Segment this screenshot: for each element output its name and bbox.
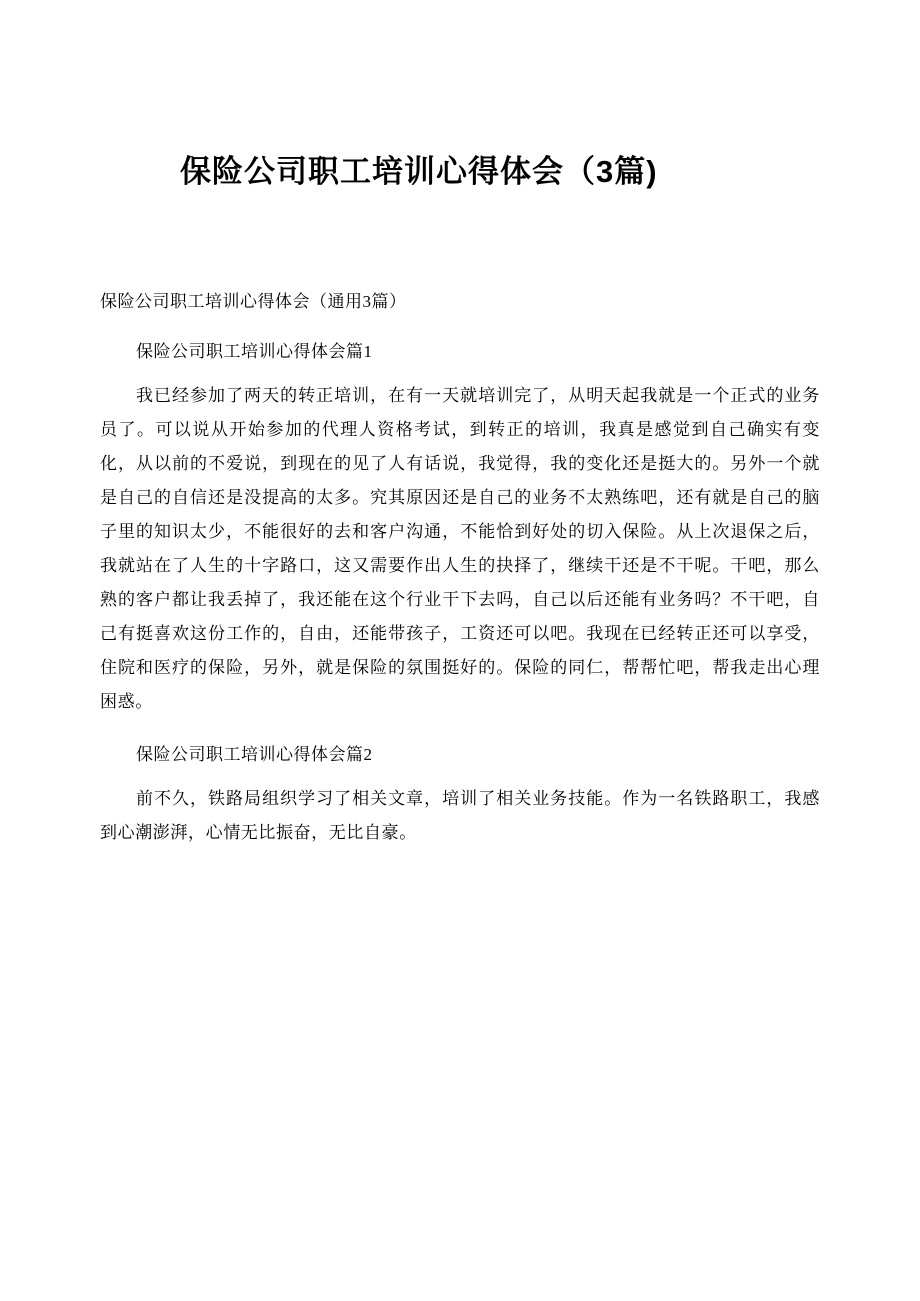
section-paragraph-1: 我已经参加了两天的转正培训，在有一天就培训完了，从明天起我就是一个正式的业务员了。可以说从开始参加的代理人资格考试，到转正的培训，我真是感觉到自己确实有变化，从以前的不爱说，到现在的见了人有话说，我觉得，我的变化还是挺大的。另外一个就是自己的自信还是没提高的太多。究其原因还是自己的业务不太熟练吧，还有就是自己的脑子里的知识太少，不能很好的去和客户沟通，不能恰到好处的切入保险。从上次退保之后，我就站在了人生的十字路口，这又需要作出人生的抉择了，继续干还是不干呢。干吧，那么熟的客户都让我丢掉了，我还能在这个行业干下去吗，自己以后还能有业务吗？不干吧，自己有挺喜欢这份工作的，自由，还能带孩子，工资还可以吧。我现在已经转正还可以享受，住院和医疗的保险，另外，就是保险的氛围挺好的。保险的同仁，帮帮忙吧，帮我走出心理困惑。 [100, 385, 820, 711]
section-paragraph-2: 前不久，铁路局组织学习了相关文章，培训了相关业务技能。作为一名铁路职工，我感到心潮澎湃，心情无比振奋，无比自豪。 [100, 788, 820, 842]
document-subtitle: 保险公司职工培训心得体会（通用3篇） [100, 292, 407, 312]
section-heading-2: 保险公司职工培训心得体会篇2 [136, 744, 373, 764]
section-heading-1: 保险公司职工培训心得体会篇1 [136, 341, 373, 361]
page-title: 保险公司职工培训心得体会（3篇) [180, 154, 658, 189]
